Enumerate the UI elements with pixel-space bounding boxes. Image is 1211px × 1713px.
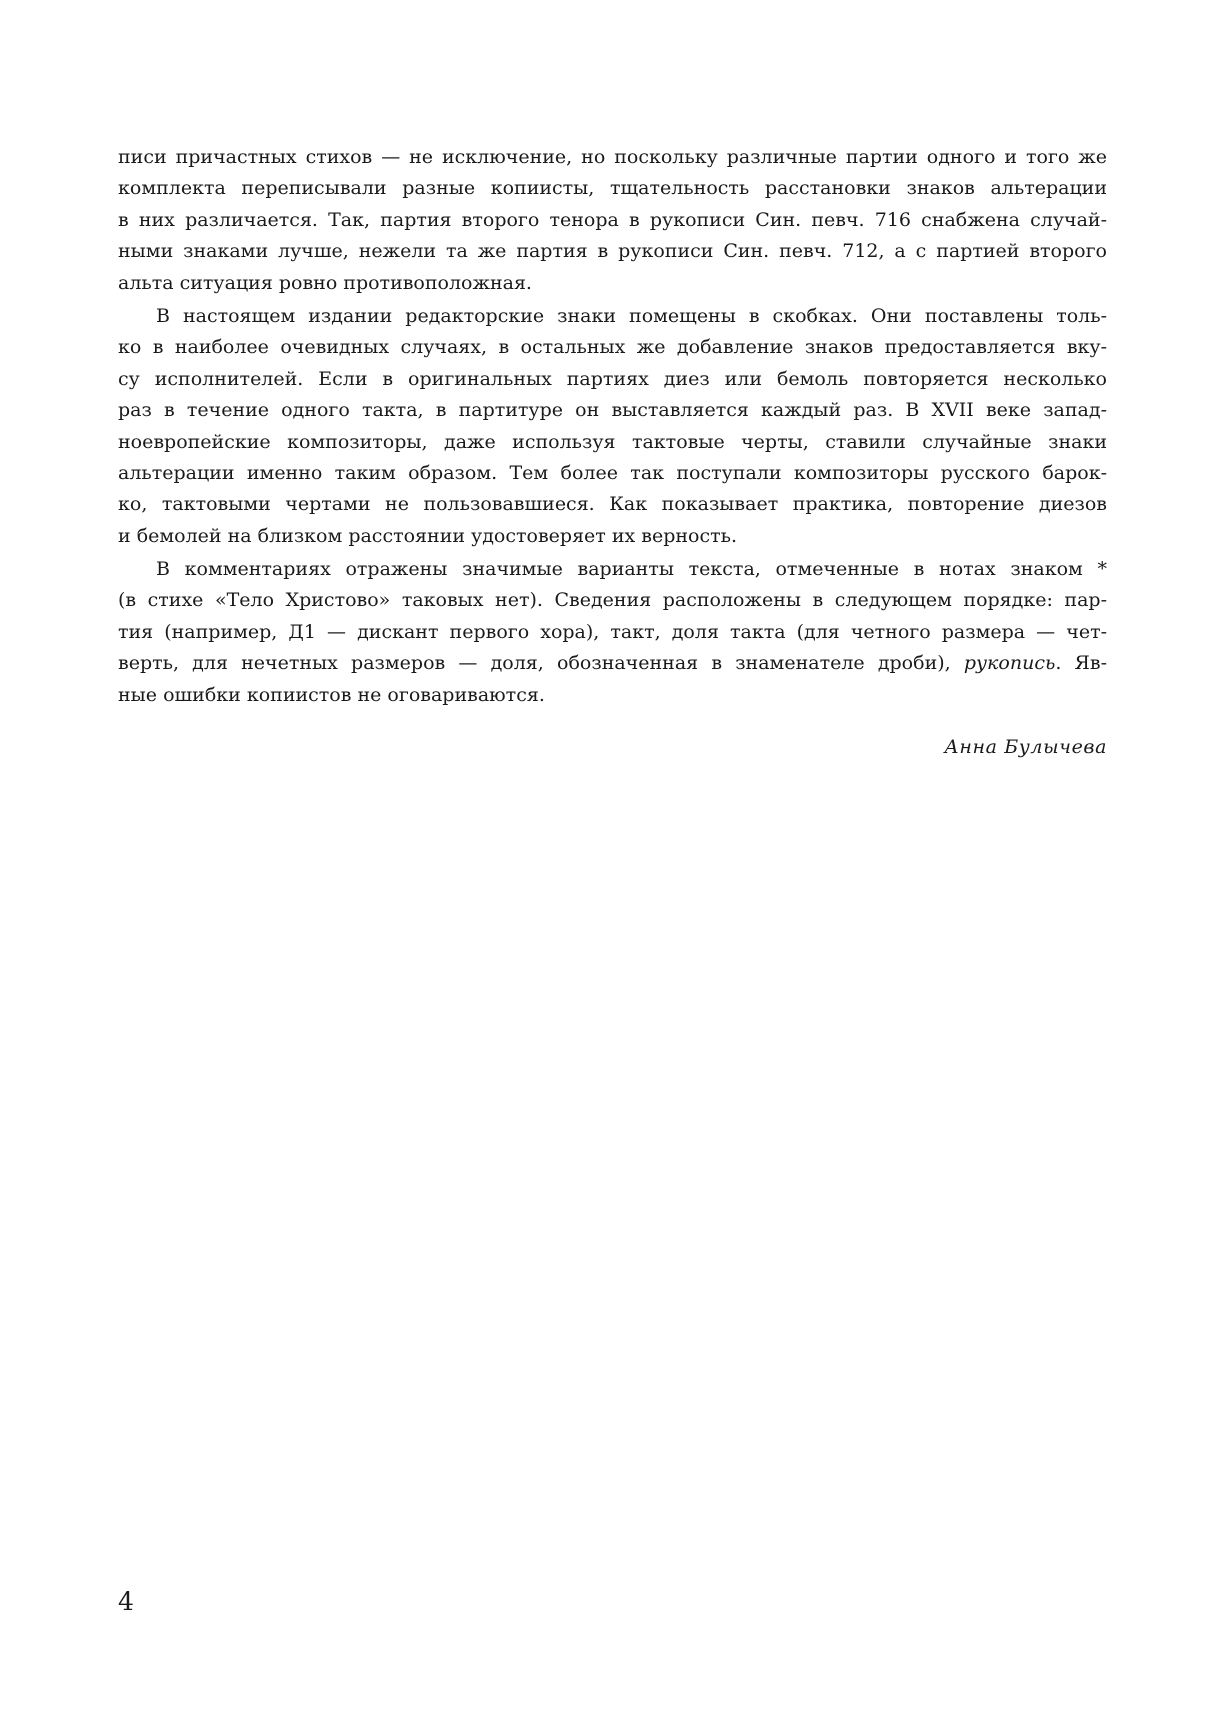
text-line: тия (например, Д1 — дискант первого хора), такт, доля такта (для четного размера — чет- <box>118 620 1107 643</box>
text-run: . Яв- <box>1055 652 1108 675</box>
italic-word-manuscript: рукопись <box>963 652 1056 675</box>
text-line: (в стихе «Тело Христово» таковых нет). Сведения расположены в следующем порядке: пар- <box>118 589 1107 612</box>
text-line: писи причастных стихов — не исключение, но поскольку различные партии одного и того же <box>118 146 1107 168</box>
text-line-mixed <box>118 648 1107 679</box>
text-line: комплекта переписывали разные копиисты, тщательность расстановки знаков альтерации <box>118 177 1107 200</box>
text-run: верть, для нечетных размеров — доля, обозначенная в знаменателе дроби), <box>118 652 964 675</box>
author-signature: Анна Булычева <box>944 736 1107 758</box>
text-line: ко, тактовыми чертами не пользовавшиеся. Как показывает практика, повторение диезов <box>118 493 1107 516</box>
text-line: в них различается. Так, партия второго тенора в рукописи Син. певч. 716 снабжена случай- <box>118 208 1107 231</box>
text-line: раз в течение одного такта, в партитуре он выставляется каждый раз. В XVII веке запад- <box>118 399 1107 422</box>
text-line: ноевропейские композиторы, даже используя тактовые черты, ставили случайные знаки <box>118 430 1107 453</box>
paragraph-1 <box>118 142 1107 299</box>
text-line: и бемолей на близком расстоянии удостоверяет их верность. <box>118 524 738 547</box>
page-number: 4 <box>118 1587 134 1616</box>
text-line: ными знаками лучше, нежели та же партия в рукописи Син. певч. 712, а с партией второго <box>118 240 1107 263</box>
body-text <box>118 142 1107 711</box>
text-line: В настоящем издании редакторские знаки помещены в скобках. Они поставлены толь- <box>156 304 1107 327</box>
text-line: В комментариях отражены значимые варианты текста, отмеченные в нотах знаком * <box>156 558 1107 581</box>
text-line: су исполнителей. Если в оригинальных партиях диез или бемоль повторяется несколько <box>118 367 1107 390</box>
paragraph-3 <box>118 554 1107 711</box>
paragraph-2 <box>118 301 1107 552</box>
text-line: ные ошибки копиистов не оговариваются. <box>118 683 545 706</box>
text-line: альта ситуация ровно противоположная. <box>118 271 532 294</box>
text-line: альтерации именно таким образом. Тем более так поступали композиторы русского барок- <box>118 461 1107 484</box>
text-line: ко в наиболее очевидных случаях, в остальных же добавление знаков предоставляется вку- <box>118 336 1107 359</box>
